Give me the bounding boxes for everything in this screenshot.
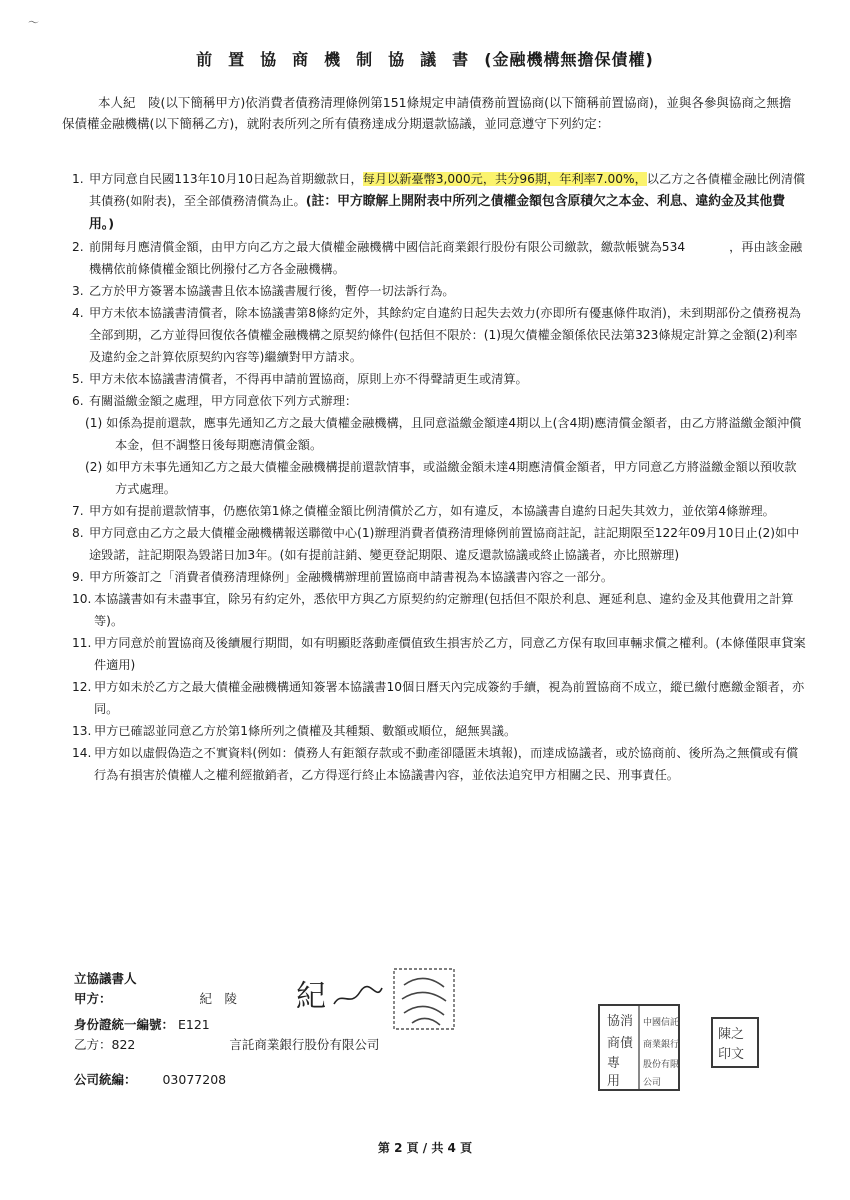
clause-text: 本協議書如有未盡事宜，除另有約定外，悉依甲方與乙方原契約約定辦理(包括但不限於利息、遲延利息、違約金及其他費用之計算等)。	[94, 592, 794, 628]
clause-1	[72, 168, 807, 236]
clause-text: 甲方如以虛假偽造之不實資料(例如：債務人有鉅額存款或不動產卻隱匿未填報)，而達成協議者，或於協商前、後所為之無償或有償行為有損害於債權人之權利經撤銷者，乙方得逕行終止本協議書內容，並依法追究甲方相關之民、刑事責任。	[94, 746, 799, 782]
seal-text: 專	[607, 1056, 621, 1071]
clause-text: 甲方如未於乙方之最大債權金融機構通知簽署本協議書10個日曆天內完成簽約手續，視為前置協商不成立，縱已繳付應繳金額者，亦同。	[94, 680, 805, 716]
company-no-row	[74, 1067, 226, 1092]
seal-text: 中國信託	[643, 1018, 680, 1028]
party-a-seal	[390, 965, 458, 1033]
signature-glyph: 紀	[296, 979, 326, 1014]
seal-text: 用	[607, 1074, 621, 1089]
party-a-name: 紀 陵	[199, 991, 237, 1006]
clause-text: 甲方未依本協議書清償者，不得再申請前置協商，原則上亦不得聲請更生或清算。	[89, 372, 528, 386]
seal-text: 協消	[607, 1014, 634, 1029]
clause-number: 7.	[72, 504, 84, 518]
signature-stroke	[334, 987, 382, 1004]
clause-number: 4.	[72, 306, 84, 320]
clause-8	[72, 522, 807, 566]
clause-6	[72, 390, 807, 412]
clause-note: (註：甲方瞭解上開附表中所列之債權金額包含原積欠之本金、利息、違約金及其他費用。)	[89, 194, 786, 232]
clause-3	[72, 280, 807, 302]
clause-list	[72, 168, 807, 786]
document-title	[0, 47, 850, 70]
clause-text: 甲方如有提前還款情事，仍應依第1條之債權金額比例清償於乙方，如有違反，本協議書自違約日起失其效力，並依第4條辦理。	[89, 504, 775, 518]
clause-text: 甲方同意由乙方之最大債權金融機構報送聯徵中心(1)辦理消費者債務清理條例前置協商註記，註記期限至122年09月10日止(2)如中途毀諾，註記期限為毀諾日加3年。(如有提前註銷、變更登記期限、違反還款協議或終止協議者，亦比照辦理)	[89, 526, 800, 562]
title-sub: (金融機構無擔保債權)	[484, 50, 654, 69]
seal-text: 商債	[607, 1036, 634, 1051]
seal-text: 公司	[643, 1078, 662, 1088]
clause-text: 前開每月應清償金額，由甲方向乙方之最大債權金融機構中國信託商業銀行股份有限公司繳款，繳款帳號為534	[89, 240, 686, 254]
seal-text: 印文	[718, 1047, 745, 1062]
clause-4	[72, 302, 807, 368]
party-b-label: 乙方：822	[74, 1037, 136, 1052]
party-b-name: 言託商業銀行股份有限公司	[229, 1037, 380, 1052]
clause-number: 13.	[72, 724, 92, 738]
clause-number: 12.	[72, 680, 92, 694]
clause-number: 9.	[72, 570, 84, 584]
clause-text: 甲方未依本協議書清償者，除本協議書第8條約定外，其餘約定自違約日起失去效力(亦即所有優惠條件取消)，未到期部份之債務視為全部到期，乙方並得回復依各債權金融機構之原契約條件(包括但不限於：(1)現欠債權金額係依民法第323條規定計算之金額(2)利率及違約金之計算依原契約內容等)繼續對甲方請求。	[89, 306, 801, 364]
clause-5	[72, 368, 807, 390]
clause-number: 8.	[72, 526, 84, 540]
clause-7	[72, 500, 807, 522]
sub-text: 如係為提前還款，應事先通知乙方之最大債權金融機構，且同意溢繳金額達4期以上(含4期)應清償金額者，由乙方將溢繳金額沖償本金，但不調整日後每期應清償金額。	[106, 416, 802, 452]
clause-text: 乙方於甲方簽署本協議書且依本協議書履行後，暫停一切法訴行為。	[89, 284, 455, 298]
seal-text: 股份有限	[643, 1060, 680, 1070]
clause-number: 10.	[72, 592, 92, 606]
intro-paragraph	[62, 92, 796, 134]
seal-pattern	[402, 978, 446, 1025]
clause-number: 3.	[72, 284, 84, 298]
clause-number: 6.	[72, 394, 84, 408]
sub-text: 如甲方未事先通知乙方之最大債權金融機構提前還款情事，或溢繳金額未達4期應清償金額者，甲方同意乙方將溢繳金額以預收款方式處理。	[106, 460, 797, 496]
clause-text: 有關溢繳金額之處理，甲方同意依下列方式辦理：	[89, 394, 358, 408]
clause-text: 以乙方之各債權金融比例清償其債務(如附表)，至全部債務清償為止。	[89, 172, 806, 208]
clause-6-item-2	[72, 456, 807, 500]
clause-text: 甲方同意自民國113年10月10日起為首期繳款日，	[89, 172, 363, 186]
clause-text: 甲方同意於前置協商及後續履行期間，如有明顯貶落動產價值致生損害於乙方，同意乙方保有取回車輛求償之權利。(本條僅限車貸案件適用)	[94, 636, 806, 672]
clause-number: 2.	[72, 240, 84, 254]
sub-number: (1)	[85, 416, 103, 430]
party-a-row	[74, 986, 237, 1011]
clause-text: ，再由該金融機構依前條債權金額比例撥付乙方各金融機構。	[89, 240, 803, 276]
clause-number: 1.	[72, 172, 84, 186]
party-b-row	[74, 1032, 379, 1057]
clause-11	[72, 632, 807, 676]
clause-number: 14.	[72, 746, 92, 760]
id-label: 身份證統一編號：	[74, 1017, 175, 1032]
clause-text: 甲方所簽訂之「消費者債務清理條例」金融機構辦理前置協商申請書視為本協議書內容之一部分。	[89, 570, 614, 584]
page-footer: 第 2 頁 / 共 4 頁	[377, 1141, 473, 1155]
clause-number: 5.	[72, 372, 84, 386]
corner-mark: ～	[28, 16, 39, 29]
seal-text: 陳之	[718, 1027, 745, 1042]
clause-number: 11.	[72, 636, 92, 650]
company-no-value: 03077208	[162, 1072, 227, 1087]
clause-6-item-1	[72, 412, 807, 456]
clause-text: 甲方已確認並同意乙方於第1條所列之債權及其種類、數額或順位，絕無異議。	[94, 724, 517, 738]
clause-13	[72, 720, 807, 742]
company-no-label: 公司統編：	[74, 1072, 137, 1087]
sub-number: (2)	[85, 460, 103, 474]
clause-2	[72, 236, 807, 280]
id-value: E121	[178, 1017, 210, 1032]
highlighted-payment-terms: 每月以新臺幣3,000元，共分96期，年利率7.00%，	[362, 172, 647, 186]
clause-12	[72, 676, 807, 720]
seal-text: 商業銀行	[643, 1040, 680, 1050]
signatory-heading: 立協議書人	[74, 971, 137, 986]
representative-seal	[710, 1016, 760, 1069]
clause-14	[72, 742, 807, 786]
clause-9	[72, 566, 807, 588]
intro-text: 本人紀 陵(以下簡稱甲方)依消費者債務清理條例第151條規定申請債務前置協商(以下簡稱前置協商)，並與各參與協商之無擔保債權金融機構(以下簡稱乙方)，就附表所列之所有債務達成分期還款協議，並同意遵守下列約定：	[62, 95, 792, 131]
clause-10	[72, 588, 807, 632]
company-seal	[597, 1003, 681, 1092]
title-main: 前置協商機制協議書	[196, 50, 485, 69]
party-a-label: 甲方：	[74, 991, 112, 1006]
